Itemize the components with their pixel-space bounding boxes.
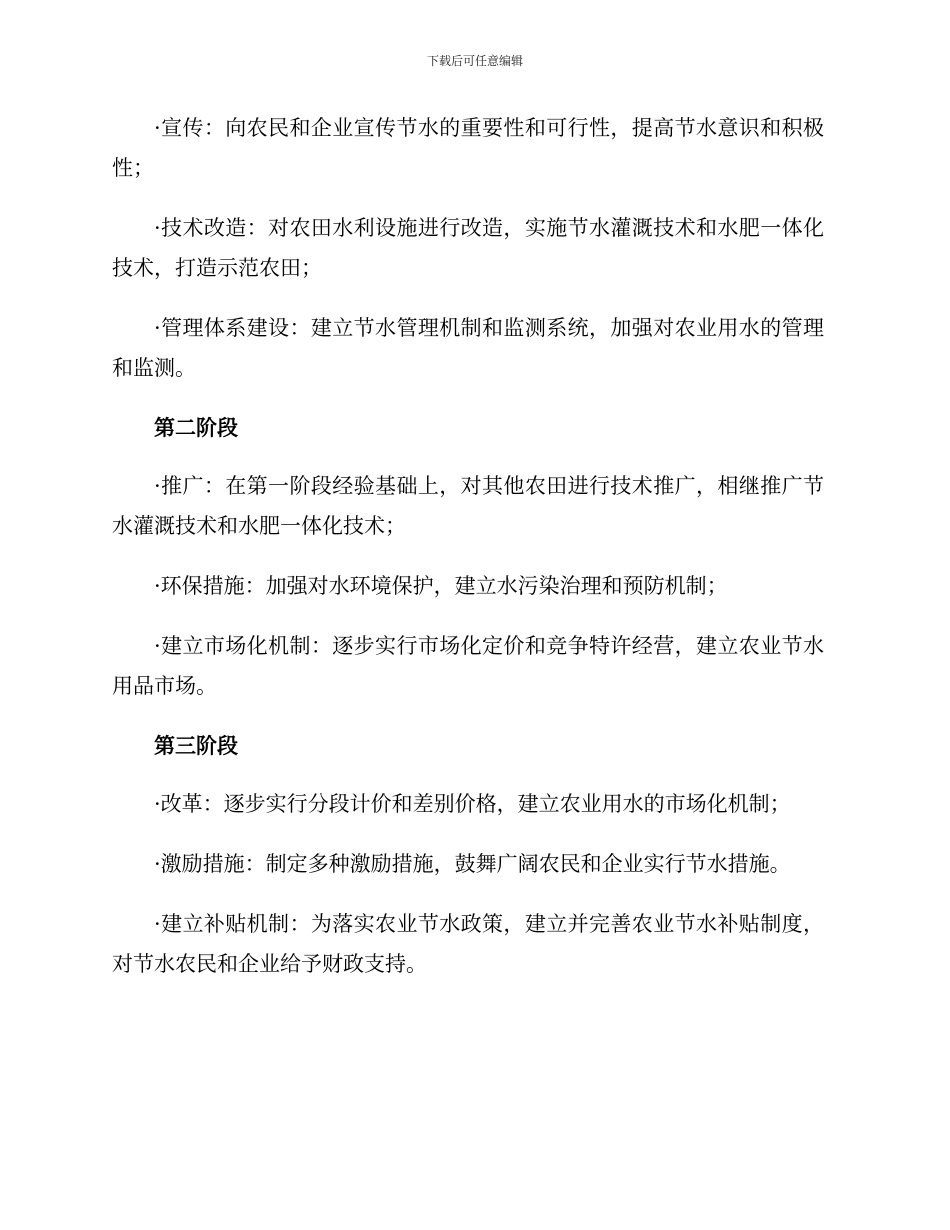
paragraph-management-system: ·管理体系建设：建立节水管理机制和监测系统，加强对农业用水的管理和监测。 <box>112 316 824 380</box>
paragraph-subsidy: ·建立补贴机制：为落实农业节水政策，建立并完善农业节水补贴制度，对节水农民和企业给予财政支持。 <box>112 912 824 976</box>
paragraph-promotion: ·推广：在第一阶段经验基础上，对其他农田进行技术推广，相继推广节水灌溉技术和水肥一体化技术； <box>112 474 824 538</box>
page-header: 下载后可任意编辑 <box>426 54 523 68</box>
heading-stage-two: 第二阶段 <box>154 415 238 440</box>
paragraph-tech-upgrade: ·技术改造：对农田水利设施进行改造，实施节水灌溉技术和水肥一体化技术，打造示范农田； <box>112 216 824 280</box>
paragraph-reform: ·改革：逐步实行分段计价和差别价格，建立农业用水的市场化机制； <box>154 792 791 816</box>
heading-stage-three: 第三阶段 <box>154 733 238 758</box>
paragraph-market-mechanism: ·建立市场化机制：逐步实行市场化定价和竞争特许经营，建立农业节水用品市场。 <box>112 634 824 698</box>
document-body <box>112 108 824 1004</box>
paragraph-incentives: ·激励措施：制定多种激励措施，鼓舞广阔农民和企业实行节水措施。 <box>154 852 791 876</box>
paragraph-environment: ·环保措施：加强对水环境保护，建立水污染治理和预防机制； <box>154 574 728 598</box>
paragraph-publicity: ·宣传：向农民和企业宣传节水的重要性和可行性，提高节水意识和积极性； <box>112 116 824 180</box>
